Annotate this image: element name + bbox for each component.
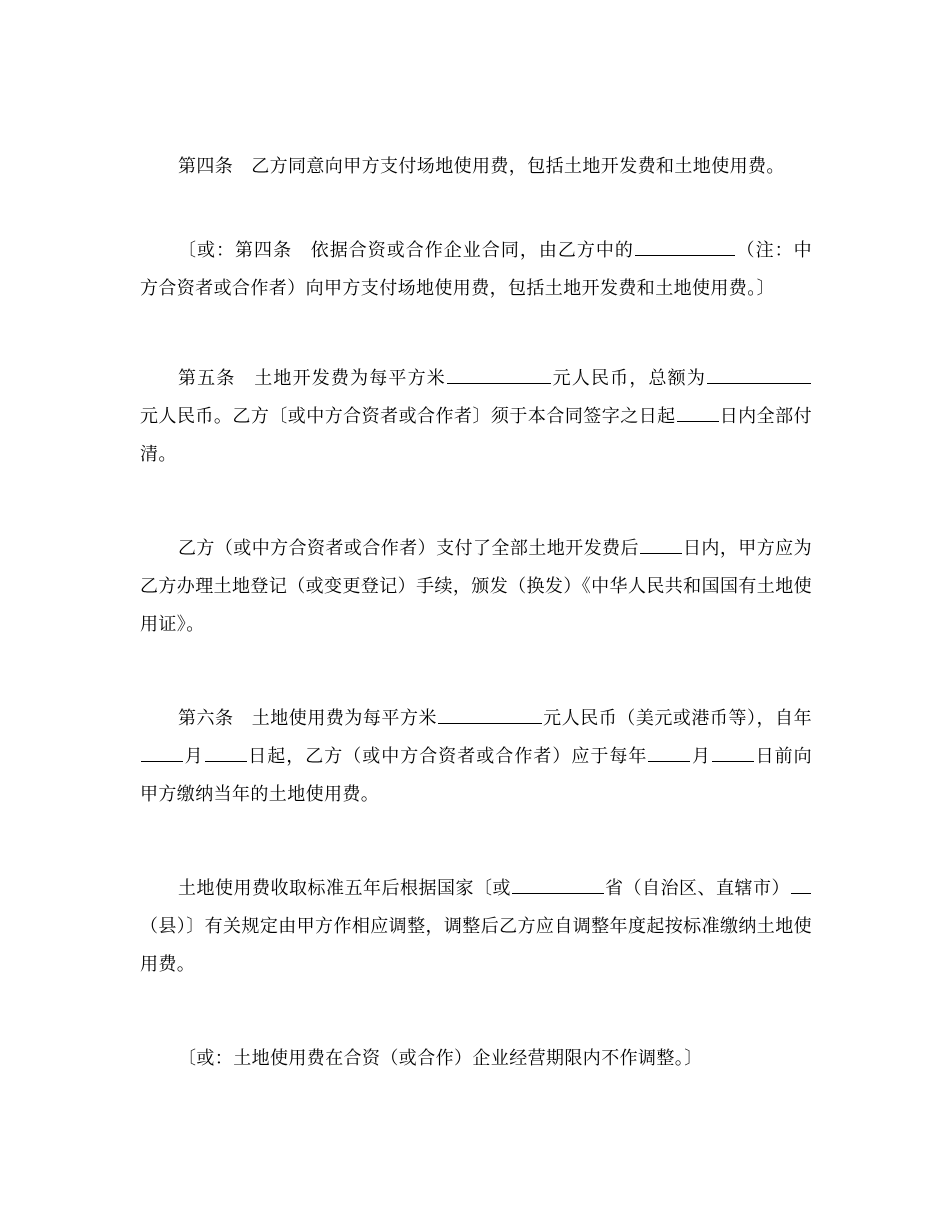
- article-number: 第四条: [178, 156, 234, 177]
- paragraph-text: 土地开发费为每平方米: [253, 368, 446, 389]
- paragraph-text: 乙方（或中方合资者或合作者）支付了全部土地开发费后: [178, 538, 639, 559]
- fill-in-blank[interactable]: [205, 739, 247, 762]
- fill-in-blank[interactable]: [640, 531, 682, 554]
- paragraph-article-4-alternative: [140, 232, 812, 308]
- paragraph-text: 省（自治区、直辖市）: [604, 878, 790, 899]
- fill-in-blank[interactable]: [141, 739, 183, 762]
- paragraph-fee-no-adjustment-alternative: [140, 1040, 812, 1078]
- fill-in-blank[interactable]: [677, 399, 719, 422]
- paragraph-article-5: [140, 360, 812, 474]
- fill-in-blank[interactable]: [447, 361, 551, 384]
- paragraph-text: 〔或：土地使用费在合资（或合作）企业经营期限内不作调整。〕: [178, 1048, 703, 1069]
- paragraph-text: 日起，乙方（或中方合资者或合作者）应于每年: [247, 746, 648, 767]
- paragraph-text: 元人民币（美元或港币等），自: [543, 708, 794, 729]
- paragraph-text: （注：中方合资者或合作者）向甲方支付场地使用费，包括土地开发费和土地使用费。〕: [140, 240, 812, 299]
- paragraph-text: 〔或：第四条: [178, 240, 293, 261]
- paragraph-text: 日内全部付清。: [140, 406, 812, 465]
- paragraph-text: 日前向甲方缴纳当年的土地使用费。: [140, 746, 813, 805]
- paragraph-text: 月: [184, 746, 204, 767]
- paragraph-text: 土地使用费收取标准五年后根据国家〔或: [178, 878, 511, 899]
- paragraph-land-registration: [140, 530, 812, 644]
- paragraph-text: 元人民币，总额为: [551, 368, 707, 389]
- fill-in-blank[interactable]: [648, 739, 690, 762]
- paragraph-text: 乙方同意向甲方支付场地使用费，包括土地开发费和土地使用费。: [251, 156, 785, 177]
- article-number: 第五条: [178, 368, 236, 389]
- paragraph-article-6: [140, 700, 812, 814]
- fill-in-blank[interactable]: [512, 871, 604, 894]
- paragraph-text: （县）〕有关规定由甲方作相应调整，调整后乙方应自调整年度起按标准缴纳土地使用费。: [140, 916, 812, 975]
- fill-in-blank[interactable]: [712, 739, 754, 762]
- article-number: 第六条: [178, 708, 234, 729]
- paragraph-text: 元人民币。乙方〔或中方合资者或合作者〕须于本合同签字之日起: [140, 406, 676, 427]
- paragraph-text: 土地使用费为每平方米: [251, 708, 438, 729]
- fill-in-blank[interactable]: [635, 233, 735, 256]
- paragraph-article-4: [140, 148, 812, 186]
- paragraph-text: 日内，甲方应为乙方办理土地登记（或变更登记）手续，颁发（换发）《中华人民共和国国有土地使用证》。: [140, 538, 812, 635]
- paragraph-text: 年: [793, 708, 812, 729]
- paragraph-fee-adjustment: [140, 870, 812, 984]
- fill-in-blank[interactable]: [438, 701, 542, 724]
- fill-in-blank[interactable]: [791, 871, 811, 894]
- paragraph-text: 月: [691, 746, 711, 767]
- fill-in-blank[interactable]: [707, 361, 811, 384]
- paragraph-text: 依据合资或合作企业合同，由乙方中的: [310, 240, 634, 261]
